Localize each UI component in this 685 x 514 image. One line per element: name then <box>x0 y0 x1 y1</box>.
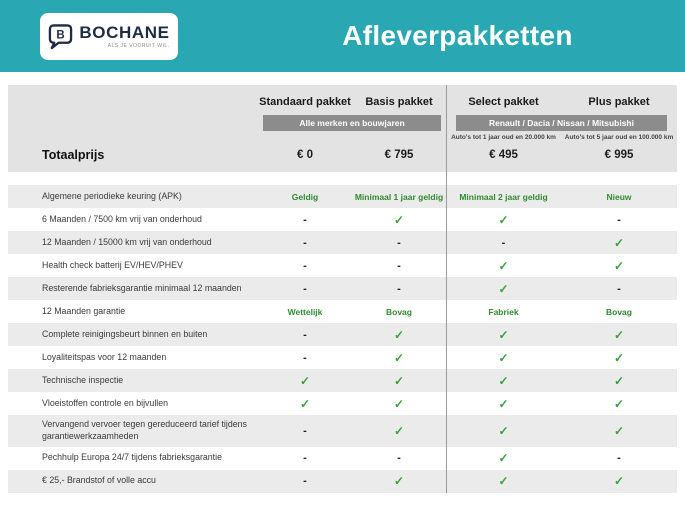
check-icon: ✓ <box>498 281 509 296</box>
bochane-logo-icon <box>48 23 73 50</box>
feature-row <box>8 392 677 415</box>
not-included-dash: - <box>303 236 307 249</box>
feature-label: Vervangend vervoer tegen gereduceerd tarief tijdens garantiewerkzaamheden <box>42 419 247 441</box>
total-price-standaard: € 0 <box>297 149 313 161</box>
feature-row <box>8 231 677 254</box>
not-included-dash: - <box>397 259 401 272</box>
check-icon: ✓ <box>613 235 625 250</box>
top-header-bar <box>0 0 685 72</box>
not-included-dash: - <box>303 328 307 341</box>
column-header-basis-pakket: Basis pakket <box>365 96 433 108</box>
total-price-basis: € 795 <box>384 149 414 161</box>
feature-value-text: Minimaal 1 jaar geldig <box>354 191 444 202</box>
not-included-dash: - <box>617 452 621 465</box>
column-subtexts-row <box>8 131 677 141</box>
group-banner-renault-dacia-nissan-mitsubishi: Renault / Dacia / Nissan / Mitsubishi <box>456 115 667 131</box>
check-icon: ✓ <box>393 212 405 227</box>
check-icon: ✓ <box>613 474 625 489</box>
not-included-dash: - <box>303 475 307 488</box>
not-included-dash: - <box>617 213 621 226</box>
check-icon: ✓ <box>613 423 625 438</box>
feature-row <box>8 415 677 447</box>
feature-label: 6 Maanden / 7500 km vrij van onderhoud <box>42 213 202 224</box>
packages-comparison-table <box>8 85 677 493</box>
not-included-dash: - <box>617 282 621 295</box>
feature-label: € 25,- Brandstof of volle accu <box>42 475 156 486</box>
not-included-dash: - <box>303 351 307 364</box>
check-icon: ✓ <box>299 396 311 411</box>
not-included-dash: - <box>303 259 307 272</box>
feature-value-text: Bovag <box>606 306 632 317</box>
logo-tagline-text: ALS JE VOORUIT WIL. <box>107 43 170 49</box>
feature-row <box>8 254 677 277</box>
column-header-plus-pakket: Plus pakket <box>588 96 650 108</box>
feature-label: Health check batterij EV/HEV/PHEV <box>42 259 183 270</box>
not-included-dash: - <box>303 213 307 226</box>
group-banner-alle-merken: Alle merken en bouwjaren <box>263 115 441 131</box>
header-rows-spacer <box>8 172 677 185</box>
check-icon: ✓ <box>498 396 509 411</box>
total-price-row <box>8 141 677 172</box>
feature-label: Vloeistoffen controle en bijvullen <box>42 397 169 408</box>
feature-row <box>8 185 677 208</box>
column-subtext-select: Auto's tot 1 jaar oud en 20.000 km <box>451 134 556 141</box>
check-icon: ✓ <box>299 373 311 388</box>
check-icon: ✓ <box>393 373 405 388</box>
not-included-dash: - <box>397 282 401 295</box>
check-icon: ✓ <box>393 474 405 489</box>
feature-row <box>8 323 677 346</box>
check-icon: ✓ <box>498 451 509 466</box>
column-headers-row <box>8 94 677 115</box>
feature-row <box>8 447 677 470</box>
feature-rows-container <box>8 185 677 493</box>
feature-row <box>8 470 677 493</box>
feature-label: Complete reinigingsbeurt binnen en buiten <box>42 328 208 339</box>
feature-label: Algemene periodieke keuring (APK) <box>42 190 182 201</box>
feature-value-text: Nieuw <box>606 191 632 202</box>
check-icon: ✓ <box>613 396 625 411</box>
column-header-standaard-pakket: Standaard pakket <box>259 96 351 108</box>
feature-label: Loyaliteitspas voor 12 maanden <box>42 351 167 362</box>
check-icon: ✓ <box>393 423 405 438</box>
feature-value-text: Bovag <box>386 306 412 317</box>
feature-row <box>8 369 677 392</box>
feature-value-text: Minimaal 2 jaar geldig <box>459 191 548 202</box>
group-banners-row <box>8 115 677 131</box>
feature-label: 12 Maanden / 15000 km vrij van onderhoud <box>42 236 212 247</box>
feature-label: 12 Maanden garantie <box>42 305 126 316</box>
column-header-select-pakket: Select pakket <box>468 96 539 108</box>
not-included-dash: - <box>397 452 401 465</box>
bochane-logo <box>40 13 178 60</box>
page-title: Afleverpakketten <box>342 20 573 51</box>
check-icon: ✓ <box>498 212 509 227</box>
feature-row <box>8 346 677 369</box>
feature-row <box>8 300 677 323</box>
not-included-dash: - <box>303 282 307 295</box>
logo-brand-text: BOCHANE <box>79 23 170 42</box>
group-divider-line <box>446 85 447 493</box>
check-icon: ✓ <box>498 327 509 342</box>
feature-value-text: Geldig <box>291 191 319 202</box>
empty-header-cell <box>8 94 258 115</box>
check-icon: ✓ <box>613 373 625 388</box>
check-icon: ✓ <box>498 258 509 273</box>
check-icon: ✓ <box>498 423 509 438</box>
feature-label: Resterende fabrieksgarantie minimaal 12 maanden <box>42 282 242 293</box>
check-icon: ✓ <box>498 350 509 365</box>
feature-label: Pechhulp Europa 24/7 tijdens fabrieksgarantie <box>42 452 222 463</box>
feature-value-text: Wettelijk <box>287 306 323 317</box>
feature-value-text: Fabriek <box>488 306 519 317</box>
not-included-dash: - <box>303 424 307 437</box>
not-included-dash: - <box>397 236 401 249</box>
check-icon: ✓ <box>498 373 509 388</box>
check-icon: ✓ <box>613 327 625 342</box>
column-subtext-plus: Auto's tot 5 jaar oud en 100.000 km <box>564 134 674 141</box>
check-icon: ✓ <box>613 258 625 273</box>
check-icon: ✓ <box>393 350 405 365</box>
feature-label: Technische inspectie <box>42 374 124 385</box>
total-price-select: € 495 <box>489 149 518 161</box>
total-price-plus: € 995 <box>604 149 634 161</box>
total-price-label: Totaalprijs <box>42 148 105 162</box>
feature-row <box>8 208 677 231</box>
check-icon: ✓ <box>393 396 405 411</box>
check-icon: ✓ <box>393 327 405 342</box>
not-included-dash: - <box>501 236 506 249</box>
not-included-dash: - <box>303 452 307 465</box>
svg-text:B: B <box>56 29 66 42</box>
table-header-block <box>8 85 677 172</box>
feature-row <box>8 277 677 300</box>
check-icon: ✓ <box>613 350 625 365</box>
check-icon: ✓ <box>498 474 509 489</box>
